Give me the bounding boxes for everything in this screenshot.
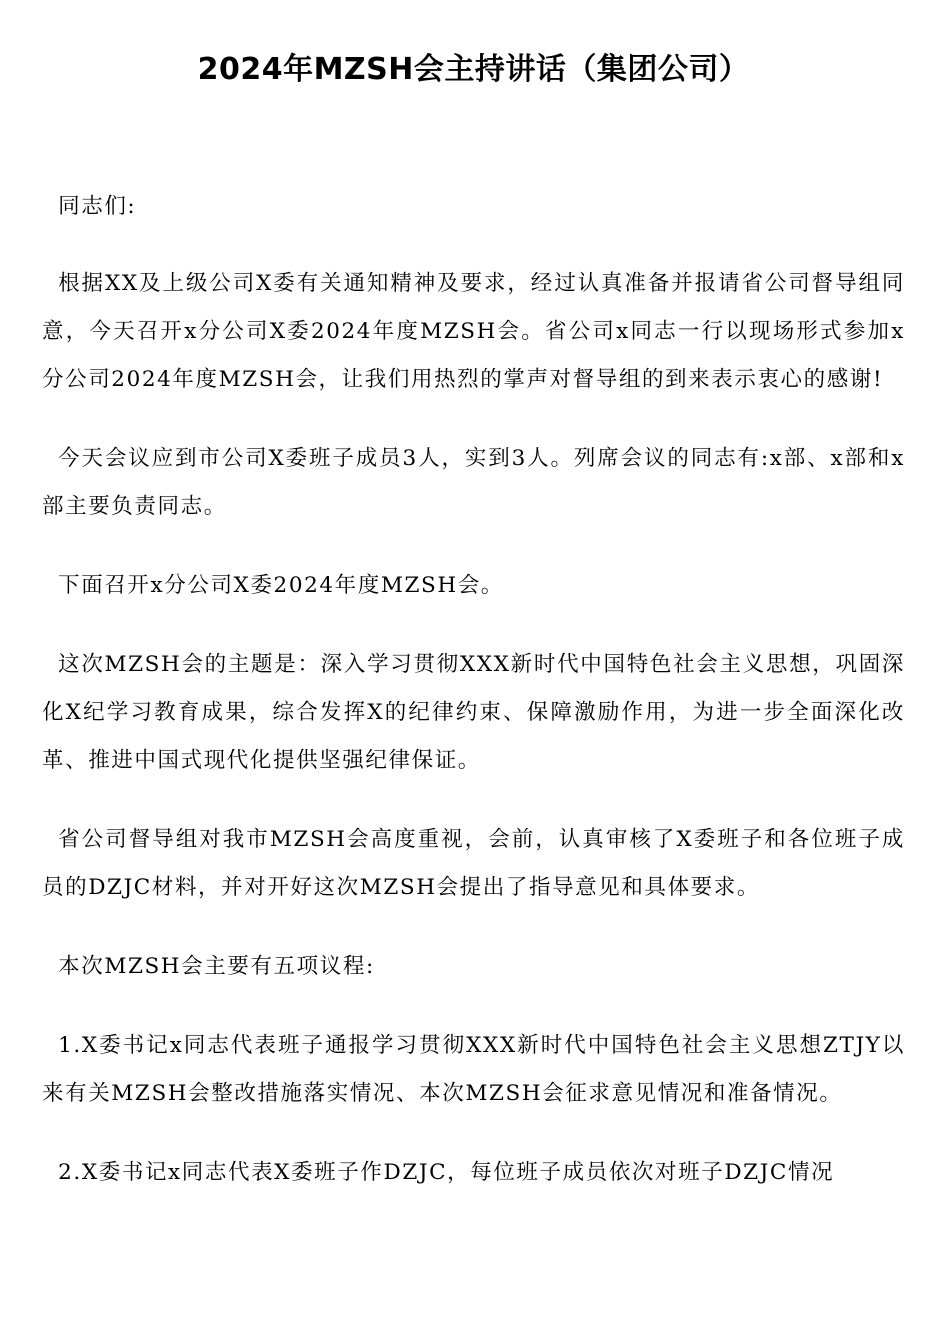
document-body xyxy=(42,183,905,1228)
paragraph-meeting-theme: 这次MZSH会的主题是：深入学习贯彻XXX新时代中国特色社会主义思想，巩固深化X纪学习教育成果，综合发挥X的纪律约束、保障激励作用，为进一步全面深化改革、推进中国式现代化提供坚强纪律保证。 xyxy=(42,652,905,773)
agenda-item-1: 1.X委书记x同志代表班子通报学习贯彻XXX新时代中国特色社会主义思想ZTJY以来有关MZSH会整改措施落实情况、本次MZSH会征求意见情况和准备情况。 xyxy=(42,1033,905,1106)
document-title: 2024年MZSH会主持讲话（集团公司） xyxy=(197,52,750,87)
agenda-item-2: 2.X委书记x同志代表X委班子作DZJC，每位班子成员依次对班子DZJC情况 xyxy=(58,1160,835,1185)
paragraph-meeting-background: 根据XX及上级公司X委有关通知精神及要求，经过认真准备并报请省公司督导组同意，今天召开x分公司X委2024年度MZSH会。省公司x同志一行以现场形式参加x分公司2024年度MZSH会，让我们用热烈的掌声对督导组的到来表示衷心的感谢! xyxy=(42,271,905,392)
paragraph-attendance: 今天会议应到市公司X委班子成员3人，实到3人。列席会议的同志有:x部、x部和x部主要负责同志。 xyxy=(42,446,905,519)
paragraph-meeting-opening: 下面召开x分公司X委2024年度MZSH会。 xyxy=(58,573,504,598)
paragraph-supervision: 省公司督导组对我市MZSH会高度重视，会前，认真审核了X委班子和各位班子成员的DZJC材料，并对开好这次MZSH会提出了指导意见和具体要求。 xyxy=(42,827,905,900)
paragraph-agenda-intro: 本次MZSH会主要有五项议程: xyxy=(58,954,375,979)
salutation-paragraph: 同志们: xyxy=(58,194,137,219)
